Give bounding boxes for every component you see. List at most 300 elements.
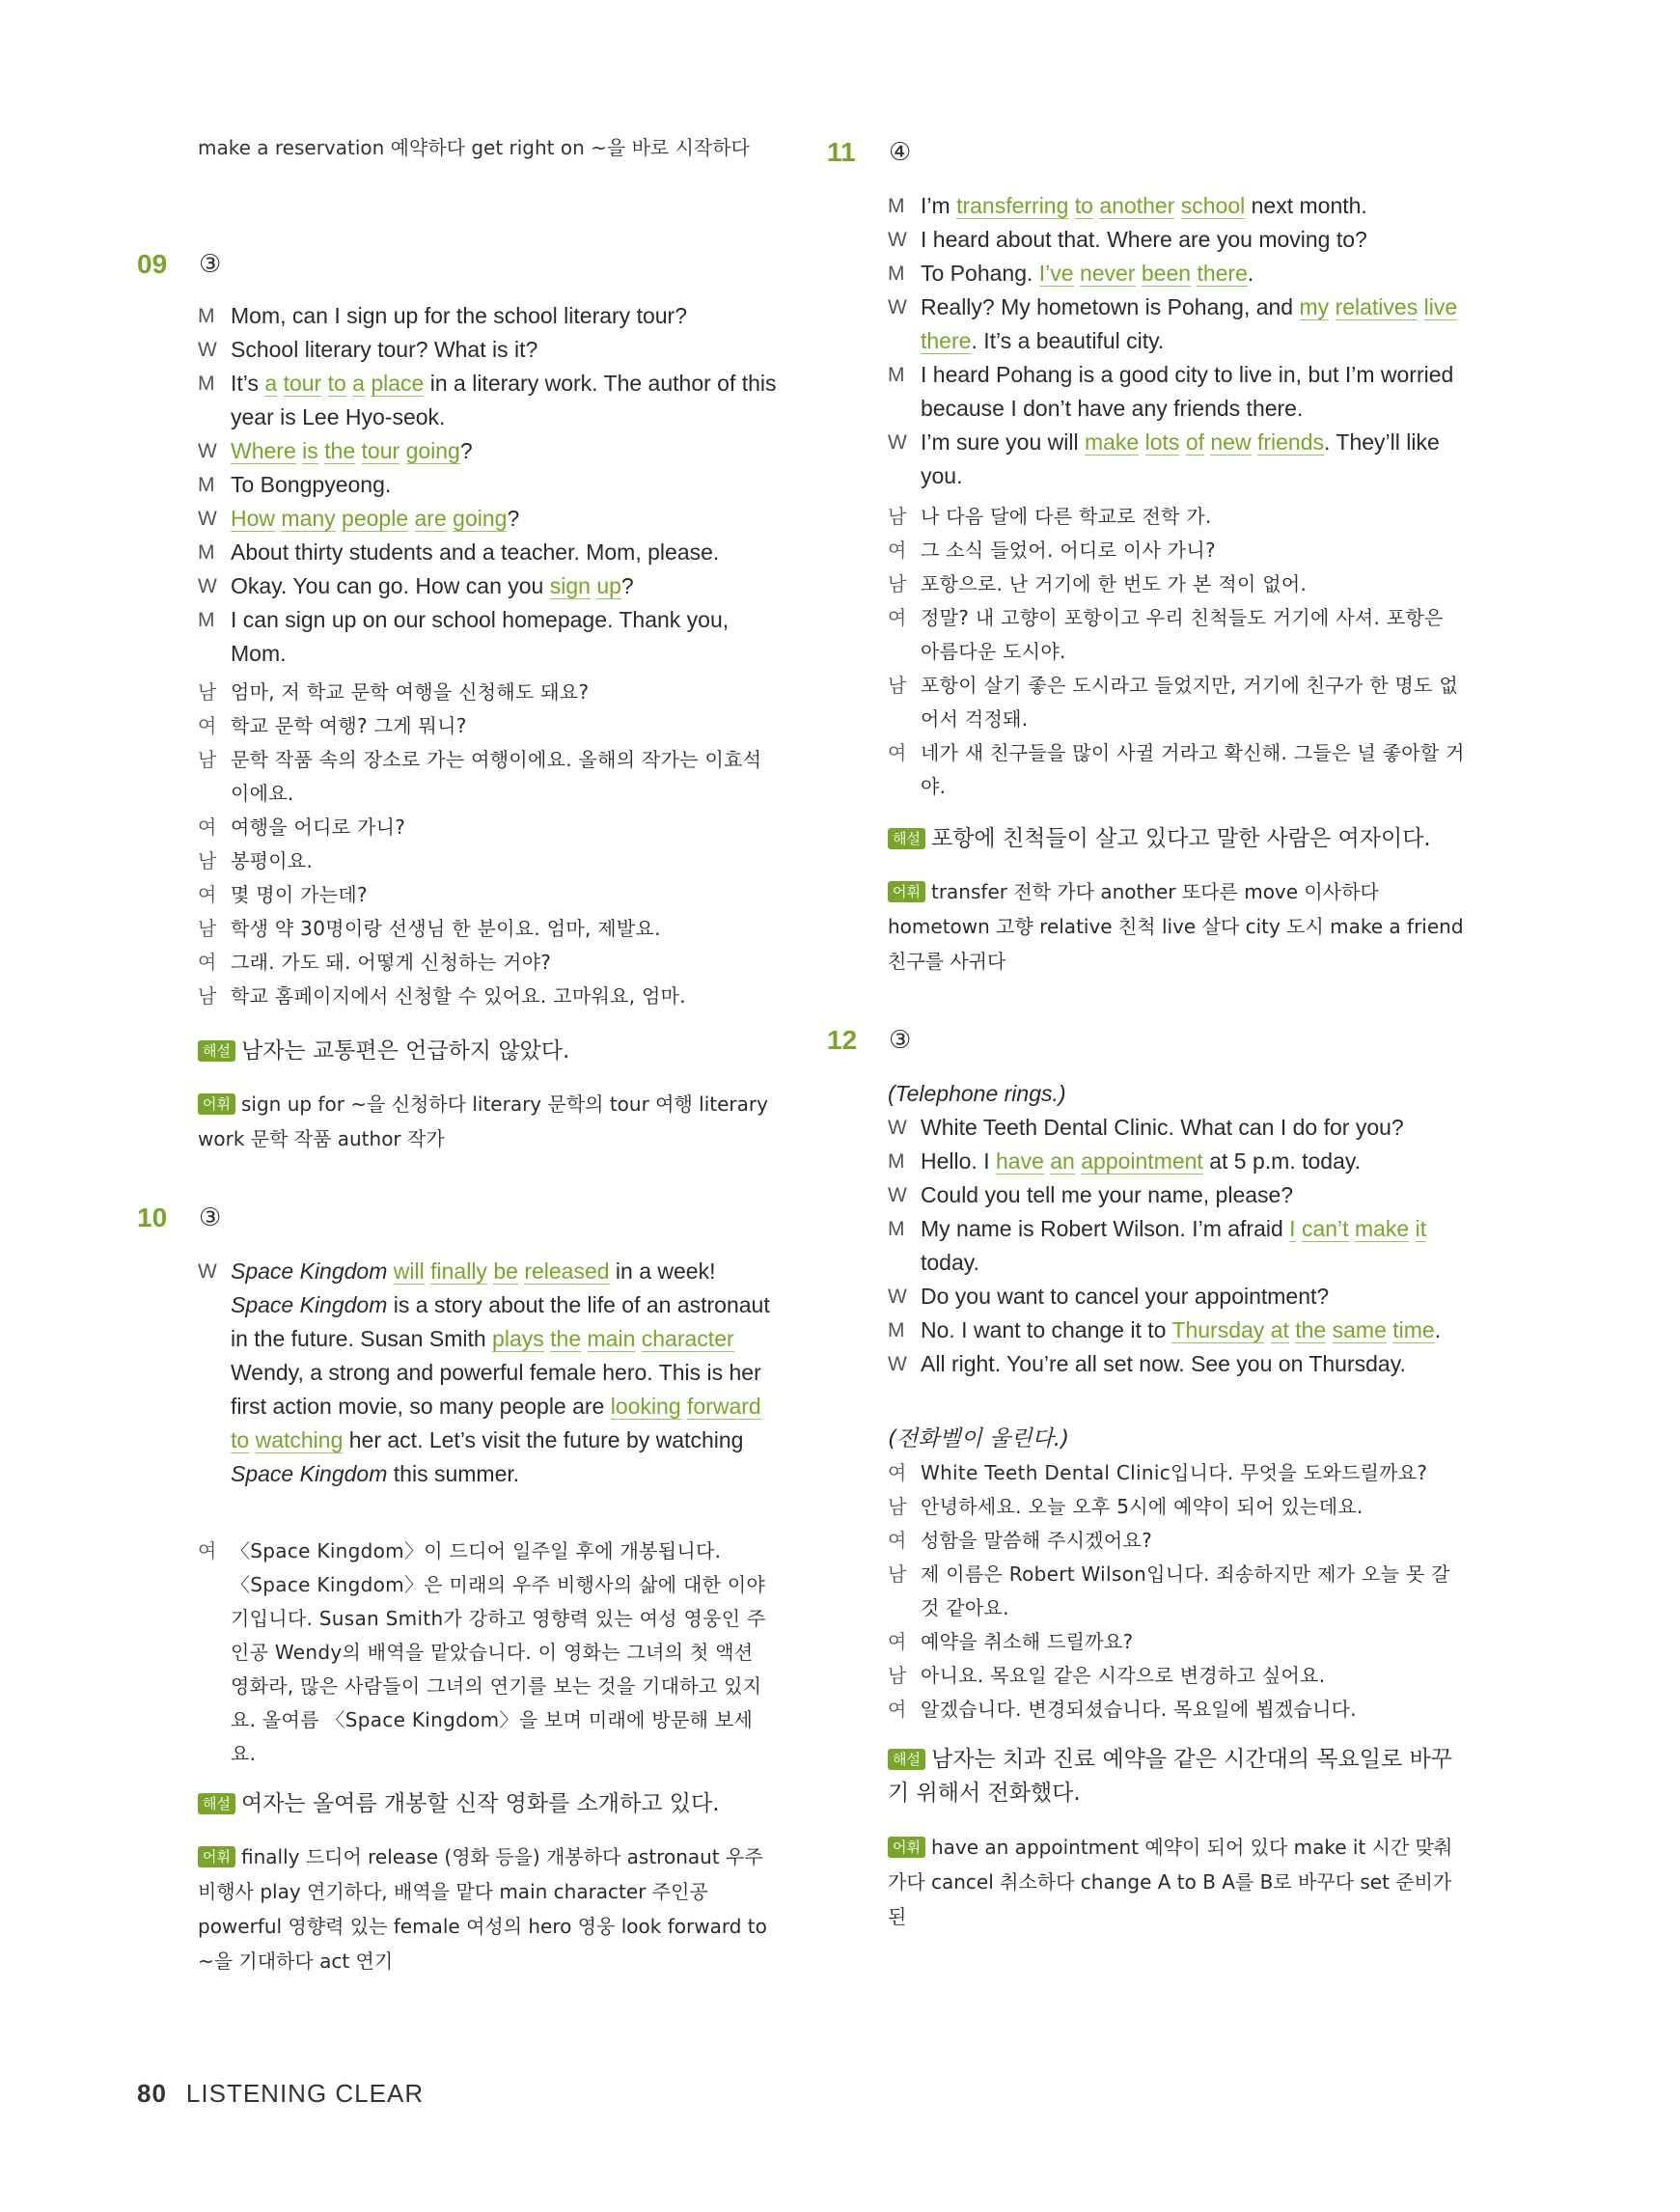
speaker-label: 남 [198,917,217,940]
dialog-text [921,426,1467,493]
translation-text: 학교 문학 여행? 그게 뭐니? [231,714,467,737]
blank-answer: there [921,328,972,353]
blank-answer: same [1332,1317,1387,1342]
text-run [1296,1216,1302,1241]
q11-explanation [888,822,1467,856]
dialog-text [231,367,777,434]
translation-text: 알겠습니다. 변경되셨습니다. 목요일에 뵙겠습니다. [921,1698,1357,1721]
dialog-line [198,333,777,367]
blank-answer: transferring [956,193,1069,218]
text-run [1409,1216,1415,1241]
text-run: ? [620,573,634,598]
dialog-text [921,1145,1467,1178]
speaker-label: W [198,440,217,462]
speaker-label: M [198,305,215,327]
question-number: 10 [137,1203,168,1232]
dialog-line [888,358,1467,426]
dialog-line [198,434,777,468]
q11-dialog [888,189,1467,493]
vocab-badge: 어휘 [888,881,925,902]
blank-answer: make [1354,1216,1410,1241]
vocab-continued: make a reservation 예약하다 get right on ~을 바로 시작하다 [198,136,750,159]
text-run [355,438,361,463]
speaker-label: 여 [888,539,907,562]
speaker-label: 여 [198,883,217,906]
dialog-text [231,536,777,569]
dialog-text [231,1255,777,1491]
q09-dialog [198,299,777,671]
translation-line [198,878,777,912]
text-run [1136,261,1142,286]
page-number: 80 [137,2079,167,2108]
text-run: Could you tell me your name, please? [921,1182,1294,1207]
speaker-label: 남 [198,984,217,1008]
blank-answer: school [1180,193,1246,218]
blank-answer: new [1210,429,1252,455]
text-run: I heard about that. Where are you moving to? [921,227,1367,252]
speaker-label: M [888,364,905,386]
blank-answer: make [1084,429,1140,455]
blank-answer: up [596,573,621,598]
blank-answer: character [641,1326,734,1351]
text-run [1349,1216,1355,1241]
translation-text: 안녕하세요. 오늘 오후 5시에 예약이 되어 있는데요. [921,1495,1363,1518]
dialog-line [888,290,1467,358]
translation-line [198,676,777,709]
q10-korean [198,1535,777,1771]
blank-answer: to [231,1427,250,1452]
text-run: I’m [921,193,957,218]
speaker-label: M [888,1150,905,1173]
blank-answer: to [327,371,346,396]
translation-line [198,844,777,878]
translation-text: 정말? 내 고향이 포항이고 우리 친척들도 거기에 사셔. 포항은 아름다운 도시야. [921,606,1444,663]
dialog-text [921,189,1467,223]
dialog-text [921,290,1467,358]
text-run [1264,1317,1270,1342]
speaker-label: M [198,373,215,395]
blank-answer: been [1141,261,1192,286]
italic-title: Space Kingdom [231,1461,388,1486]
text-run: at 5 p.m. today. [1202,1148,1362,1174]
speaker-label: 여 [198,714,217,737]
blank-answer: will [393,1258,425,1284]
translation-text: 엄마, 저 학교 문학 여행을 신청해도 돼요? [231,680,590,704]
text-run: . They’ll like you. [921,429,1440,488]
blank-answer: relatives [1335,294,1418,319]
text-run [387,1258,393,1284]
translation-text: 그 소식 들었어. 어디로 이사 가니? [921,539,1216,562]
speaker-label: 남 [198,748,217,771]
translation-text: 예약을 취소해 드릴까요? [921,1630,1134,1653]
dialog-text [921,223,1467,257]
translation-text: 봉평이요. [231,849,314,872]
blank-answer: never [1079,261,1136,286]
speaker-label: M [888,195,905,217]
q10-explanation [198,1787,777,1821]
text-run: Wendy, a strong and powerful female hero. This is her first action movie, so many people are [231,1360,761,1419]
question-answer: ③ [199,249,222,278]
text-run: this summer. [387,1461,520,1486]
blank-answer: an [1050,1148,1075,1174]
blank-answer: people [342,506,409,531]
blank-answer: released [524,1258,610,1284]
dialog-text [921,1212,1467,1280]
question-answer: ③ [199,1203,222,1231]
text-run: To Bongpyeong. [231,472,392,497]
translation-line [198,912,777,946]
vocab-badge: 어휘 [888,1837,925,1858]
speaker-label: W [888,1117,907,1139]
translation-line [198,980,777,1013]
question-answer: ④ [889,137,912,166]
dialog-line [888,1212,1467,1280]
q12-korean-stage: (전화벨이 울린다.) [888,1426,1070,1452]
dialog-text [921,1111,1467,1145]
dialog-line [888,1313,1467,1347]
speaker-label: 남 [888,674,907,697]
speaker-label: W [888,1286,907,1308]
q12-vocab [888,1830,1467,1934]
translation-line [888,1490,1467,1524]
dialog-line [888,1280,1467,1313]
explain-badge: 해설 [888,828,925,849]
blank-answer: I [1289,1216,1296,1241]
q09-vocab [198,1087,777,1156]
text-run [581,1326,587,1351]
translation-line [888,1558,1467,1625]
explain-text: 남자는 교통편은 언급하지 않았다. [240,1038,570,1064]
text-run: About thirty students and a teacher. Mom, please. [231,539,720,565]
q12-dialog [888,1111,1467,1381]
dialog-line [198,603,777,671]
question-answer: ③ [889,1025,912,1054]
text-run [1139,429,1144,455]
translation-line [888,1693,1467,1727]
translation-text: 여행을 어디로 가니? [231,816,406,839]
speaker-label: M [198,609,215,631]
dialog-line [888,257,1467,290]
text-run: is a story about the life of an astronaut in the future. Susan Smith [231,1292,770,1351]
text-run: White Teeth Dental Clinic. What can I do for you? [921,1115,1404,1140]
dialog-line [198,569,777,603]
explain-text: 남자는 치과 진료 예약을 같은 시간대의 목요일로 바꾸기 위해서 전화했다. [888,1747,1452,1806]
blank-answer: tour [361,438,400,463]
vocab-badge: 어휘 [198,1846,235,1867]
explain-text: 포항에 친척들이 살고 있다고 말한 사람은 여자이다. [930,826,1431,851]
speaker-label: W [198,1260,217,1283]
dialog-text [231,502,777,536]
blank-answer: a [264,371,278,396]
text-run: . [1247,261,1254,286]
vocab-text: transfer 전학 가다 another 또다른 move 이사하다 hometown 고향 relative 친척 live 살다 city 도시 make a friend 친구를 사귀다 [888,880,1464,973]
dialog-text [231,299,777,333]
blank-answer: a [352,371,365,396]
blank-answer: main [587,1326,636,1351]
speaker-label: W [888,431,907,454]
blank-answer: are [414,506,447,531]
speaker-label: 여 [888,741,907,764]
blank-answer: going [405,438,460,463]
speaker-label: 여 [198,951,217,974]
q09-explanation [198,1035,777,1068]
blank-answer: How [231,506,276,531]
text-run: in a literary work. The author of this year is Lee Hyo-seok. [231,371,777,429]
text-run [1329,294,1335,319]
blank-answer: the [324,438,356,463]
dialog-line [198,536,777,569]
text-run [408,506,414,531]
speaker-label: 남 [888,1562,907,1586]
q12-stage-direction: (Telephone rings.) [888,1081,1066,1106]
dialog-text [921,1280,1467,1313]
q09-korean [198,676,777,1013]
q10-vocab [198,1839,777,1978]
translation-line [888,534,1467,567]
text-run: My name is Robert Wilson. I’m afraid [921,1216,1290,1241]
dialog-text [231,468,777,502]
translation-text: 학생 약 30명이랑 선생님 한 분이요. 엄마, 제발요. [231,917,661,940]
dialog-text [921,1347,1467,1381]
blank-answer: plays [492,1326,544,1351]
translation-line [888,500,1467,534]
dialog-text [921,358,1467,426]
translation-line [888,1456,1467,1490]
blank-answer: looking [610,1394,681,1419]
blank-answer: place [371,371,425,396]
text-run [1418,294,1423,319]
q12-korean [888,1456,1467,1727]
translation-line [198,1535,777,1771]
translation-text: 나 다음 달에 다른 학교로 전학 가. [921,505,1212,528]
blank-answer: appointment [1081,1148,1203,1174]
vocab-badge: 어휘 [198,1093,235,1115]
blank-answer: Where [231,438,296,463]
speaker-label: W [198,339,217,361]
dialog-line [888,1145,1467,1178]
translation-line [198,743,777,811]
text-run: her act. Let’s visit the future by watching [343,1427,744,1452]
text-run: Okay. You can go. How can you [231,573,550,598]
translation-text: 아니요. 목요일 같은 시각으로 변경하고 싶어요. [921,1664,1326,1687]
translation-text: White Teeth Dental Clinic입니다. 무엇을 도와드릴까요? [921,1461,1428,1484]
speaker-label: 여 [888,1630,907,1653]
text-run: next month. [1245,193,1367,218]
text-run [321,371,327,396]
explain-badge: 해설 [198,1040,235,1062]
translation-line [888,1659,1467,1693]
translation-text: 네가 새 친구들을 많이 사귈 거라고 확신해. 그들은 널 좋아할 거야. [921,741,1465,798]
text-run [249,1427,255,1452]
speaker-label: W [888,1353,907,1375]
blank-answer: time [1392,1317,1435,1342]
translation-text: 포항이 살기 좋은 도시라고 들었지만, 거기에 친구가 한 명도 없어서 걱정돼. [921,674,1459,731]
blank-answer: going [453,506,508,531]
translation-text: 제 이름은 Robert Wilson입니다. 죄송하지만 제가 오늘 못 갈 것 같아요. [921,1562,1450,1619]
translation-text: 〈Space Kingdom〉이 드디어 일주일 후에 개봉됩니다. 〈Space Kingdom〉은 미래의 우주 비행사의 삶에 대한 이야기입니다. Susan Smith가 강하고 영향력 있는 여성 영웅인 주인공 Wendy의 배역을 맡았습니다. 이 영화는 그녀의 첫 액션 영화라, 많은 사람들이 그녀의 연기를 보는 것을 기대하고 있지요. 올여름 〈Space Kingdom〉을 보며 미래에 방문해 보세요. [231,1539,766,1765]
speaker-label: 여 [198,1539,217,1562]
q11-vocab [888,874,1467,979]
blank-answer: tour [283,371,322,396]
translation-line [888,601,1467,669]
translation-line [888,1625,1467,1659]
q11-korean [888,500,1467,804]
vocab-text: finally 드디어 release (영화 등을) 개봉하다 astronaut 우주 비행사 play 연기하다, 배역을 맡다 main character 주인공 powerful 영향력 있는 female 여성의 hero 영웅 look forward to ~을 기대하다 act 연기 [198,1845,767,1973]
text-run: Hello. I [921,1148,996,1174]
question-number: 11 [827,137,856,167]
blank-answer: there [1197,261,1248,286]
text-run: in a week! [609,1258,716,1284]
speaker-label: M [198,474,215,496]
translation-text: 포항으로. 난 거기에 한 번도 가 본 적이 없어. [921,572,1308,595]
text-run [277,371,283,396]
text-run: Really? My hometown is Pohang, and [921,294,1300,319]
translation-line [888,736,1467,804]
blank-answer: can’t [1301,1216,1349,1241]
translation-line [888,669,1467,736]
text-run: . [1434,1317,1442,1342]
blank-answer: lots [1144,429,1180,455]
dialog-line [888,1111,1467,1145]
blank-answer: I’ve [1038,261,1074,286]
dialog-text [231,434,777,468]
italic-title: Space Kingdom [231,1258,388,1284]
translation-line [888,1524,1467,1558]
speaker-label: M [198,541,215,564]
blank-answer: forward [687,1394,761,1419]
blank-answer: live [1423,294,1458,319]
speaker-label: W [198,508,217,530]
dialog-line [198,502,777,536]
blank-answer: of [1185,429,1204,455]
speaker-label: 남 [888,1664,907,1687]
translation-line [198,811,777,844]
speaker-label: M [888,1319,905,1341]
text-run: All right. You’re all set now. See you on Thursday. [921,1351,1406,1376]
translation-text: 학교 홈페이지에서 신청할 수 있어요. 고마워요, 엄마. [231,984,686,1008]
text-run [1326,1317,1332,1342]
blank-answer: at [1270,1317,1289,1342]
blank-answer: another [1099,193,1175,218]
blank-answer: is [302,438,318,463]
explain-badge: 해설 [888,1749,925,1770]
page-footer [137,2079,424,2109]
dialog-line [888,426,1467,493]
speaker-label: W [888,1184,907,1206]
text-run [1174,193,1180,218]
blank-answer: watching [255,1427,344,1452]
speaker-label: M [888,1218,905,1240]
text-run: Mom, can I sign up for the school literary tour? [231,303,687,328]
question-number: 12 [827,1025,858,1055]
dialog-text [921,257,1467,290]
translation-text: 성함을 말씀해 주시겠어요? [921,1529,1153,1552]
translation-line [198,946,777,980]
text-run: No. I want to change it to [921,1317,1172,1342]
speaker-label: 여 [888,1698,907,1721]
blank-answer: be [493,1258,518,1284]
book-title: LISTENING CLEAR [185,2079,425,2108]
dialog-line [198,299,777,333]
blank-answer: finally [430,1258,487,1284]
dialog-line [198,367,777,434]
vocab-text: sign up for ~을 신청하다 literary 문학의 tour 여행 literary work 문학 작품 author 작가 [198,1092,768,1150]
dialog-line [888,223,1467,257]
question-number: 09 [137,249,168,279]
blank-answer: sign [549,573,591,598]
blank-answer: the [1295,1317,1327,1342]
blank-answer: to [1074,193,1093,218]
text-run: ? [459,438,473,463]
dialog-line [198,1255,777,1491]
translation-text: 몇 명이 가는데? [231,883,368,906]
dialog-line [888,189,1467,223]
dialog-text [231,333,777,367]
speaker-label: 여 [198,816,217,839]
dialog-text [921,1313,1467,1347]
blank-answer: Thursday [1171,1317,1265,1342]
dialog-line [888,1347,1467,1381]
q10-dialog [198,1255,777,1491]
explain-badge: 해설 [198,1793,235,1814]
q12-explanation [888,1743,1467,1811]
translation-text: 문학 작품 속의 장소로 가는 여행이에요. 올해의 작가는 이효석이에요. [231,748,762,805]
text-run: I’m sure you will [921,429,1085,455]
text-run [1179,429,1185,455]
text-run: I can sign up on our school homepage. Thank you, Mom. [231,607,730,666]
dialog-text [231,603,777,671]
speaker-label: 남 [888,572,907,595]
speaker-label: 여 [888,606,907,629]
blank-answer: many [281,506,336,531]
speaker-label: 남 [198,680,217,704]
blank-answer: it [1415,1216,1427,1241]
text-run: To Pohang. [921,261,1039,286]
speaker-label: 남 [888,505,907,528]
speaker-label: M [888,263,905,285]
text-run: Do you want to cancel your appointment? [921,1284,1330,1309]
text-run: ? [507,506,520,531]
dialog-text [231,569,777,603]
speaker-label: 남 [198,849,217,872]
text-run: . It’s a beautiful city. [971,328,1165,353]
speaker-label: 남 [888,1495,907,1518]
text-run: School literary tour? What is it? [231,337,538,362]
speaker-label: W [888,296,907,318]
speaker-label: 여 [888,1461,907,1484]
blank-answer: have [995,1148,1044,1174]
blank-answer: the [550,1326,582,1351]
text-run [399,438,405,463]
dialog-line [888,1178,1467,1212]
blank-answer: my [1299,294,1330,319]
translation-line [888,567,1467,601]
text-run [1074,261,1080,286]
blank-answer: friends [1256,429,1325,455]
dialog-text [921,1178,1467,1212]
vocab-text: have an appointment 예약이 되어 있다 make it 시간 맞춰 가다 cancel 취소하다 change A to B A를 B로 바꾸다 set 준비가 된 [888,1836,1453,1928]
speaker-label: W [198,575,217,597]
text-run [635,1326,641,1351]
speaker-label: W [888,229,907,251]
italic-title: Space Kingdom [231,1292,388,1317]
translation-line [198,709,777,743]
text-run [1068,193,1074,218]
text-run: I heard Pohang is a good city to live in, but I’m worried because I don’t have any friends there. [921,362,1454,421]
speaker-label: 여 [888,1529,907,1552]
text-run: It’s [231,371,265,396]
dialog-line [198,468,777,502]
